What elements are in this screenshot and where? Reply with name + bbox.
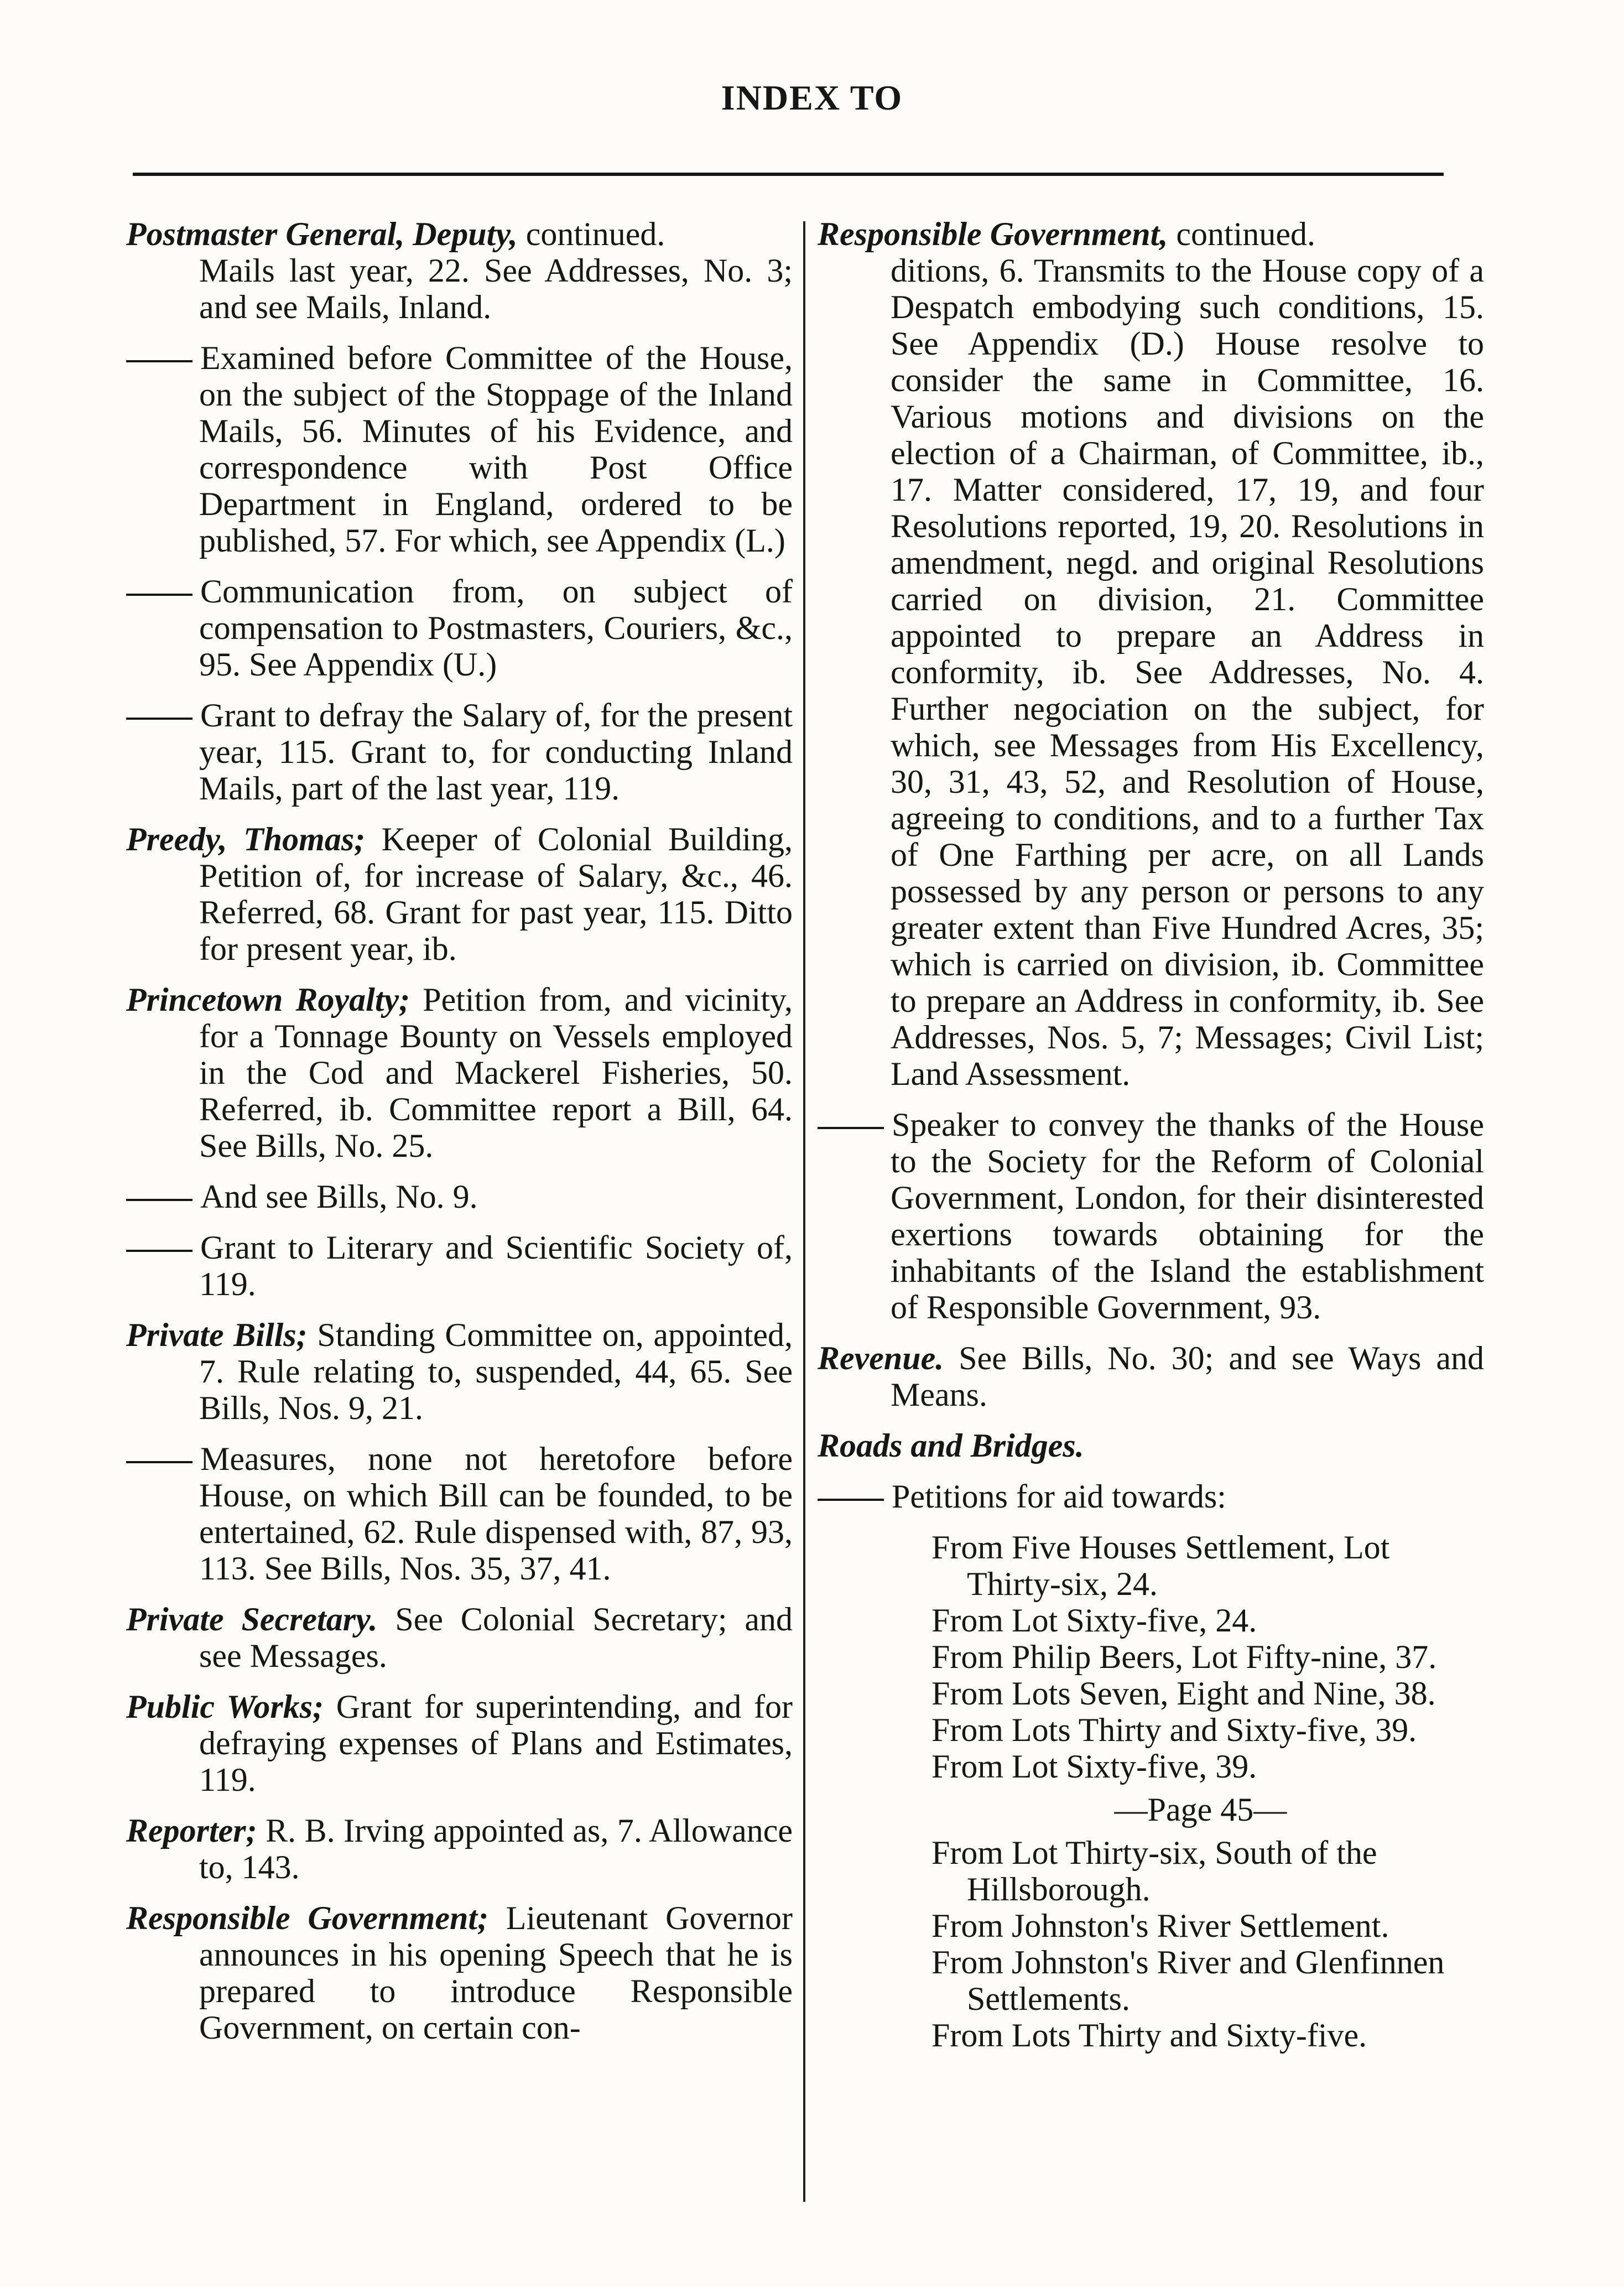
index-continuation-text <box>818 252 1484 1092</box>
index-entry-text: Keeper of Colonial Building, Petition of, for increase of Salary, &c., 46. Referred, 68. Grant for past year, 115. Ditto for present year, ib. <box>199 821 793 967</box>
em-dash-rule <box>818 1127 884 1129</box>
index-entry-key: Roads and Bridges. <box>818 1427 1084 1464</box>
index-entry-key: Reporter; <box>126 1812 257 1849</box>
em-dash-rule <box>126 1461 192 1463</box>
index-subentry-text: Grant to Literary and Scientific Society of, 119. <box>199 1229 793 1302</box>
index-entry-text: See Colonial Secretary; and see Messages. <box>199 1601 793 1674</box>
index-subentry <box>126 573 793 683</box>
index-entry-text: R. B. Irving appointed as, 7. Allowance to, 143. <box>199 1812 793 1885</box>
index-entry-key: Responsible Government, <box>818 216 1168 252</box>
index-subentry-text: And see Bills, No. 9. <box>200 1178 478 1215</box>
index-entry-key: Revenue. <box>818 1340 944 1376</box>
index-entry-key: Responsible Government; <box>126 1900 489 1936</box>
index-entry-key: Postmaster General, Deputy, <box>126 216 518 252</box>
index-subentry-text: Examined before Committee of the House, on the subject of the Stoppage of the Inland Mails, 56. Minutes of his Evidence, and correspondence with Post Office Department in England, ordered to be published, 57. For which, see Appendix (L.) <box>199 340 793 559</box>
petition-text: From Lots Thirty and Sixty-five. <box>931 2017 1367 2054</box>
index-entry-text: Grant for superintending, and for defraying expenses of Plans and Estimates, 119. <box>199 1688 793 1798</box>
index-subentry <box>126 340 793 559</box>
index-subentry-text: Communication from, on subject of compensation to Postmasters, Couriers, &c., 95. See Appendix (U.) <box>199 573 793 683</box>
index-entry-key: Preedy, Thomas; <box>126 821 366 857</box>
index-entry-text: continued. <box>517 216 665 252</box>
index-subentry-text: Grant to defray the Salary of, for the present year, 115. Grant to, for conducting Inland Mails, part of the last year, 119. <box>199 697 793 807</box>
index-subentry <box>818 1106 1484 1326</box>
page-marker-text: —Page 45— <box>1114 1791 1287 1828</box>
petition-line <box>818 1712 1484 1748</box>
petition-text: From Johnston's River and Glenfinnen Settlements. <box>931 1944 1445 2017</box>
petition-line <box>818 1675 1484 1712</box>
em-dash-rule <box>126 718 192 720</box>
em-dash-rule <box>126 1250 192 1252</box>
index-continued-heading <box>818 216 1484 252</box>
page-marker <box>917 1791 1484 1828</box>
petition-text: From Lot Thirty-six, South of the Hillsborough. <box>931 1834 1377 1907</box>
petition-line <box>818 1944 1484 2017</box>
index-entry-text: Petition from, and vicinity, for a Tonnage Bounty on Vessels employed in the Cod and Mackerel Fisheries, 50. Referred, ib. Committee report a Bill, 64. See Bills, No. 25. <box>199 981 793 1164</box>
index-entry <box>818 1340 1484 1413</box>
petition-text: From Philip Beers, Lot Fifty-nine, 37. <box>931 1639 1437 1675</box>
title-rule <box>133 173 1444 176</box>
index-subentry <box>126 1441 793 1587</box>
index-continued-heading <box>126 216 793 252</box>
index-entry <box>126 1812 793 1885</box>
index-entry-text: ditions, 6. Transmits to the House copy of a Despatch embodying such conditions, 15. See Appendix (D.) House resolve to consider the same in Committee, 16. Various motions and divisions on the election of a Chairman, of Committee, ib., 17. Matter considered, 17, 19, and four Resolutions reported, 19, 20. Resolutions in amendment, negd. and original Resolutions carried on division, 21. Committee appointed to prepare an Address in conformity, ib. See Addresses, No. 4. Further negociation on the subject, for which, see Messages from His Excellency, 30, 31, 43, 52, and Resolution of House, agreeing to conditions, and to a further Tax of One Farthing per acre, on all Lands possessed by any person or persons to any greater extent than Five Hundred Acres, 35; which is carried on division, ib. Committee to prepare an Address in conformity, ib. See Addresses, Nos. 5, 7; Messages; Civil List; Land Assessment. <box>891 252 1484 1092</box>
index-entry-text: continued. <box>1168 216 1315 252</box>
index-entry <box>818 1427 1484 1464</box>
index-continuation-text <box>126 252 793 325</box>
index-subentry-text: Measures, none not heretofore before House, on which Bill can be founded, to be entertained, 62. Rule dispensed with, 87, 93, 113. See Bills, Nos. 35, 37, 41. <box>199 1441 793 1587</box>
petition-line <box>818 2017 1484 2054</box>
petition-line <box>818 1748 1484 1785</box>
index-entry-text: Lieutenant Governor announces in his opening Speech that he is prepared to introduce Responsible Government, on certain con- <box>199 1900 793 2046</box>
index-entry <box>126 1688 793 1798</box>
index-entry-text: Mails last year, 22. See Addresses, No. 3; and see Mails, Inland. <box>199 252 793 325</box>
petition-text: From Lot Sixty-five, 24. <box>931 1602 1257 1639</box>
em-dash-rule <box>126 594 192 596</box>
page-title: INDEX TO <box>721 78 903 117</box>
index-subentry <box>818 1478 1484 1515</box>
petition-line <box>818 1529 1484 1602</box>
left-column <box>126 216 793 2060</box>
index-entry-key: Public Works; <box>126 1688 324 1725</box>
index-entry <box>126 821 793 967</box>
petition-text: From Johnston's River Settlement. <box>931 1907 1389 1944</box>
index-entry <box>126 1900 793 2046</box>
index-subentry-text: Speaker to convey the thanks of the House to the Society for the Reform of Colonial Government, London, for their disinterested exertions towards obtaining for the inhabitants of the Island the establishment of Responsible Government, 93. <box>891 1106 1484 1326</box>
em-dash-rule <box>126 360 192 362</box>
index-entry <box>126 1317 793 1426</box>
index-entry <box>126 1601 793 1674</box>
right-column <box>818 216 1484 2054</box>
index-entry-key: Private Bills; <box>126 1317 308 1353</box>
index-subentry <box>126 697 793 807</box>
em-dash-rule <box>818 1499 884 1501</box>
petition-text: From Five Houses Settlement, Lot Thirty-six, 24. <box>931 1529 1390 1602</box>
petition-line <box>818 1639 1484 1675</box>
petition-text: From Lot Sixty-five, 39. <box>931 1748 1257 1785</box>
petition-text: From Lots Seven, Eight and Nine, 38. <box>931 1675 1436 1712</box>
index-subentry <box>126 1229 793 1302</box>
petition-line <box>818 1907 1484 1944</box>
petition-line <box>818 1602 1484 1639</box>
index-entry-text: Standing Committee on, appointed, 7. Rule relating to, suspended, 44, 65. See Bills, Nos. 9, 21. <box>199 1317 793 1426</box>
index-entry-text: See Bills, No. 30; and see Ways and Means. <box>891 1340 1484 1413</box>
index-entry-key: Princetown Royalty; <box>126 981 410 1018</box>
index-subentry-text: Petitions for aid towards: <box>892 1478 1226 1515</box>
petition-text: From Lots Thirty and Sixty-five, 39. <box>931 1712 1417 1748</box>
petition-line <box>818 1834 1484 1907</box>
index-entry <box>126 981 793 1164</box>
column-divider <box>803 221 805 2202</box>
index-entry-key: Private Secretary. <box>126 1601 378 1638</box>
em-dash-rule <box>126 1199 192 1201</box>
index-subentry <box>126 1178 793 1215</box>
